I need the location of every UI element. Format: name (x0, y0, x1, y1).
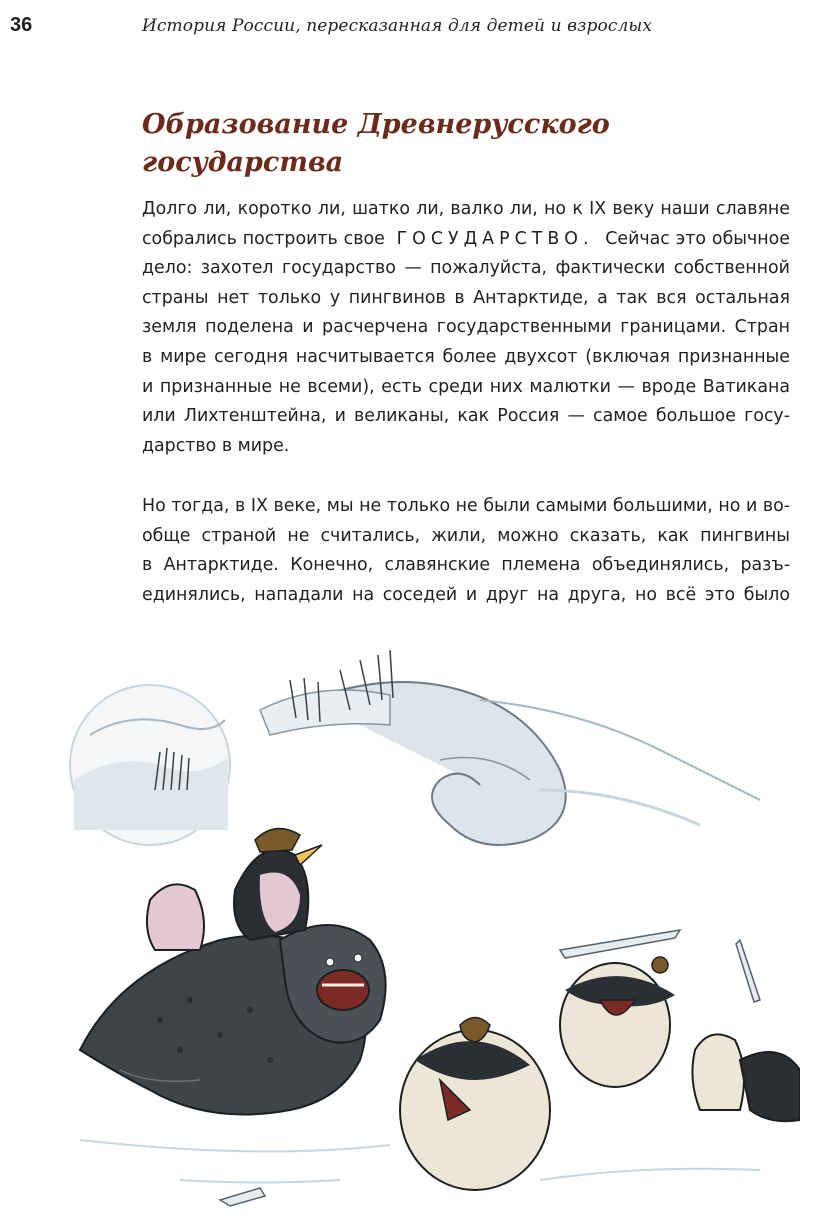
running-title: История России, пересказанная для детей и взрослых (142, 16, 653, 36)
text-line: земля поделена и расчерчена государственными границами. Стран (142, 317, 790, 338)
page-header (0, 0, 821, 52)
text-line: собрались построить свое ГОСУДАРСТВО. Сейчас это обычное (142, 228, 791, 249)
paragraph-2 (142, 492, 790, 610)
text-line: дарство в мире. (142, 435, 290, 456)
emphasized-word: ГОСУДАРСТВО. (396, 228, 594, 249)
tumbling-penguins (400, 957, 800, 1190)
inset-circle-scene (70, 685, 230, 845)
text-line: Но тогда, в IX веке, мы не только не были самыми большими, но и во- (142, 496, 790, 516)
penguin-riders (147, 829, 322, 950)
section-title-line: Образование Древнерусского (142, 109, 610, 140)
text-line: единялись, нападали на соседей и друг на друга, но всё это было (142, 584, 790, 605)
text-line: или Лихтенштейна, и великаны, как Россия — самое большое госу- (142, 406, 790, 427)
ice-wave (260, 650, 760, 845)
penguins-seal-illustration (60, 640, 800, 1210)
text-line: страны нет только у пингвинов в Антарктиде, а так вся остальная (142, 287, 790, 308)
text-line: Долго ли, коротко ли, шатко ли, валко ли, но к IX веку наши славяне (142, 199, 790, 219)
page-number: 36 (10, 14, 33, 36)
text-line: дело: захотел государство — пожалуйста, фактически собственной (142, 258, 790, 279)
seal (80, 925, 386, 1115)
text-line: в Антарктиде. Конечно, славянские племена объединялись, разъ- (142, 555, 790, 576)
section-title-line: государства (142, 147, 344, 178)
paragraph-1 (142, 195, 790, 461)
text-line: и признанные не всеми), есть среди них малютки — вроде Ватикана (142, 376, 790, 397)
text-line: обще страной не считались, жили, можно сказать, как пингвины (142, 525, 790, 546)
section-title (142, 106, 742, 182)
text-line: в мире сегодня насчитывается более двухсот (включая признанные (142, 346, 790, 367)
